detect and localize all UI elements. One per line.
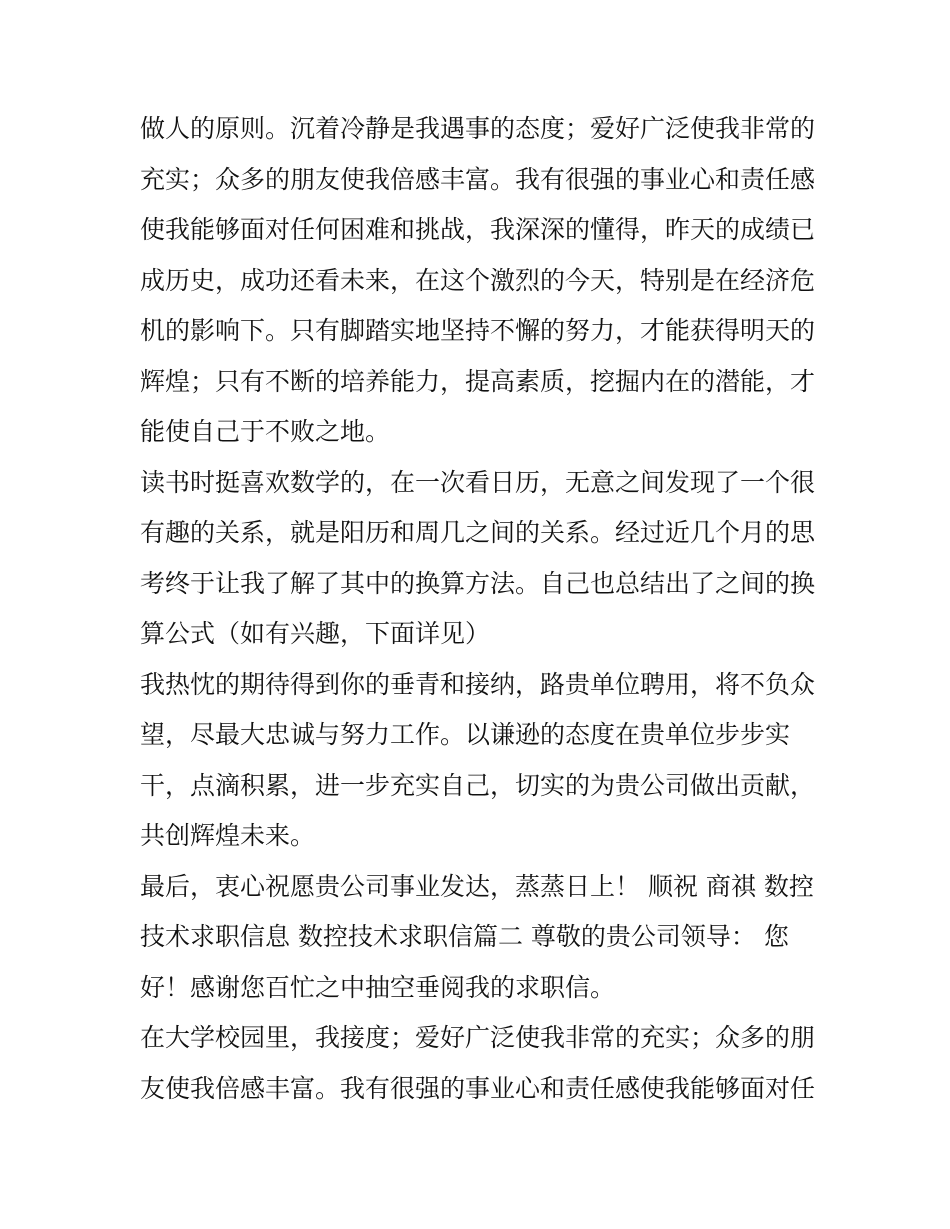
text-line: 友使我倍感丰富。我有很强的事业心和责任感使我能够面对任 <box>140 1073 816 1103</box>
text-line: 好！感谢您百忙之中抽空垂阅我的求职信。 <box>140 972 616 1002</box>
text-line: 使我能够面对任何困难和挑战，我深深的懂得，昨天的成绩已 <box>140 215 816 244</box>
text-line: 能使自己于不败之地。 <box>140 417 391 446</box>
text-line: 算公式（如有兴趣，下面详见） <box>140 619 491 648</box>
paragraph-4 <box>140 862 820 1014</box>
text-line: 最后，衷心祝愿贵公司事业发达，蒸蒸日上！ 顺祝 商祺 数控 <box>140 871 814 901</box>
text-line: 考终于让我了解了其中的换算方法。自己也总结出了之间的换 <box>140 568 816 598</box>
text-line: 机的影响下。只有脚踏实地坚持不懈的努力，才能获得明天的 <box>140 316 816 345</box>
text-line: 我热忱的期待得到你的垂青和接纳，路贵单位聘用，将不负众 <box>140 669 816 699</box>
paragraph-2 <box>140 458 820 660</box>
text-line: 有趣的关系，就是阳历和周几之间的关系。经过近几个月的思 <box>140 518 816 547</box>
text-line: 做人的原则。沉着冷静是我遇事的态度；爱好广泛使我非常的 <box>140 114 816 143</box>
text-line: 技术求职信息 数控技术求职信篇二 尊敬的贵公司领导： 您 <box>140 922 789 951</box>
text-line: 充实；众多的朋友使我倍感丰富。我有很强的事业心和责任感 <box>140 164 816 194</box>
text-line: 干，点滴积累，进一步充实自己，切实的为贵公司做出贡献， <box>140 770 816 800</box>
paragraph-1 <box>140 104 820 458</box>
body-text <box>140 104 820 1114</box>
text-line: 望，尽最大忠诚与努力工作。以谦逊的态度在贵单位步步实 <box>140 720 791 749</box>
paragraph-3 <box>140 660 820 862</box>
text-line: 辉煌；只有不断的培养能力，提高素质，挖掘内在的潜能，才 <box>140 366 816 396</box>
text-line: 读书时挺喜欢数学的，在一次看日历，无意之间发现了一个很 <box>140 467 816 497</box>
text-line: 在大学校园里，我接度；爱好广泛使我非常的充实；众多的朋 <box>140 1023 816 1052</box>
text-line: 成历史，成功还看未来，在这个激烈的今天，特别是在经济危 <box>140 265 816 295</box>
text-line: 共创辉煌未来。 <box>140 821 316 850</box>
paragraph-5 <box>140 1013 820 1114</box>
